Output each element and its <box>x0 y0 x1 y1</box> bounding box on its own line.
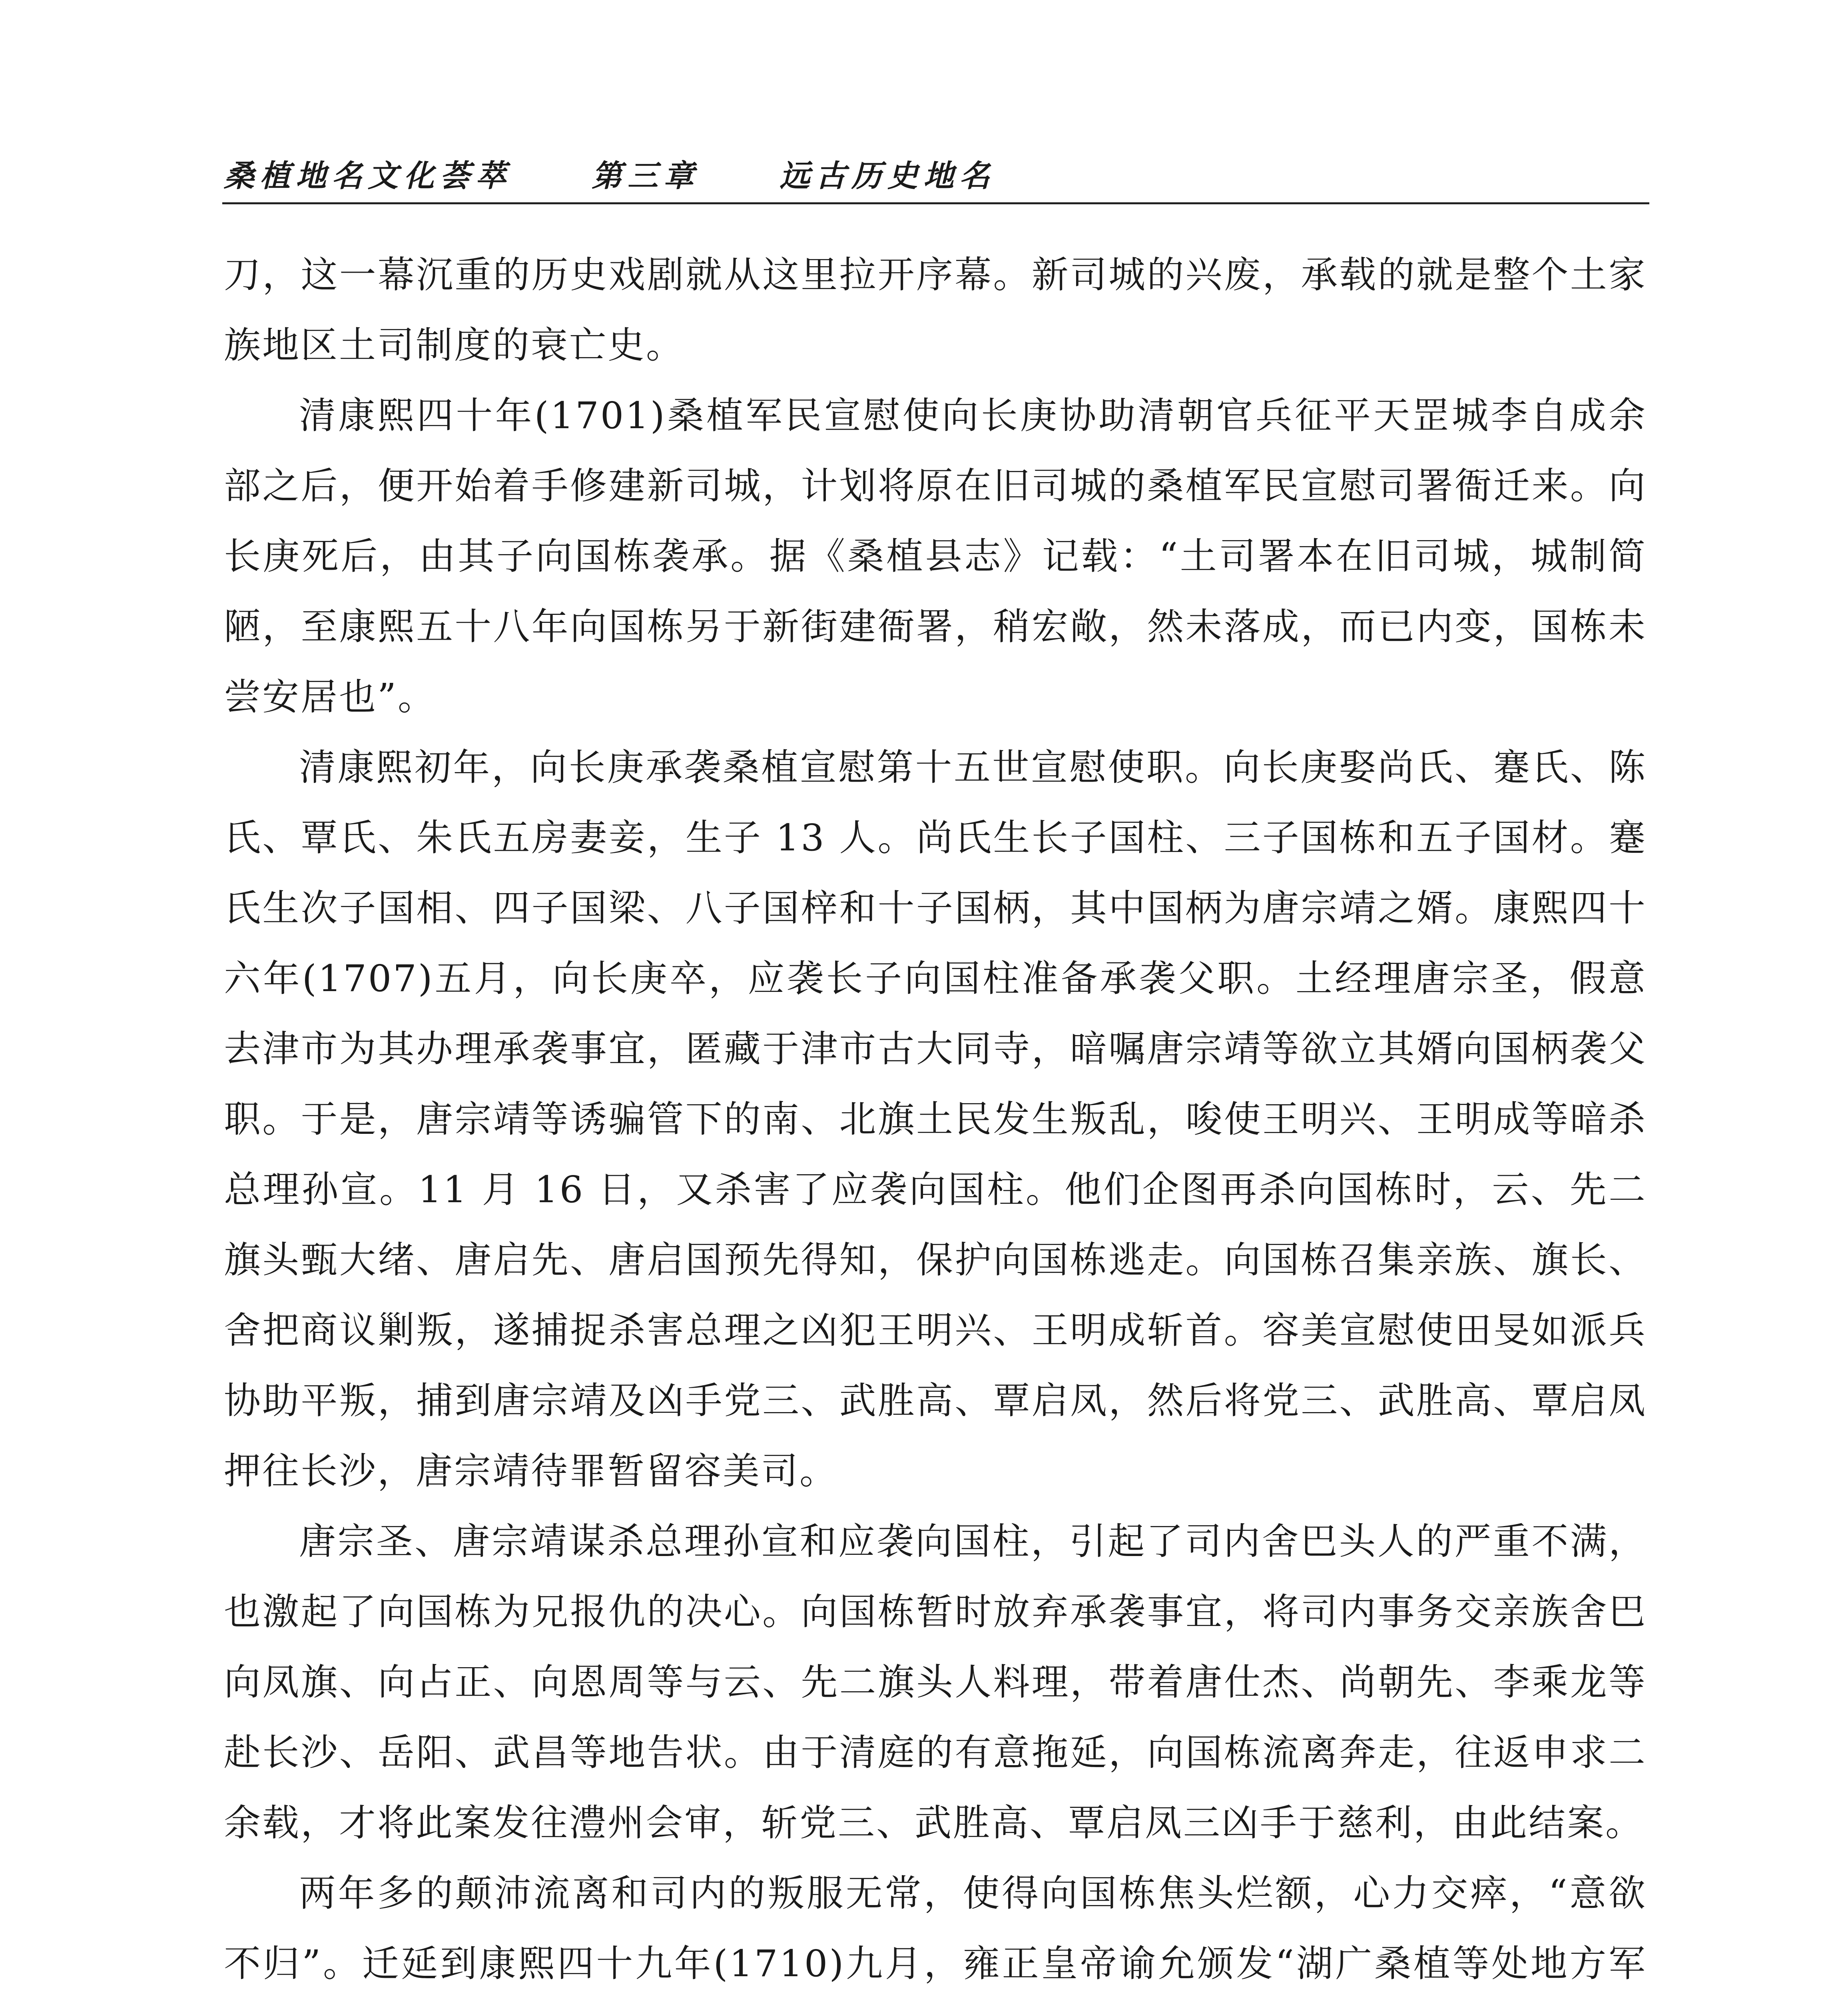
header-divider <box>222 202 1649 204</box>
header-book-title: 桑植地名文化荟萃 <box>224 158 512 194</box>
header-chapter: 第三章 <box>592 158 700 194</box>
paragraph: 刀，这一幕沉重的历史戏剧就从这里拉开序幕。新司城的兴废，承载的就是整个土家族地区土司制度的衰亡史。 <box>224 253 1647 367</box>
paragraph: 两年多的颠沛流离和司内的叛服无常，使得向国栋焦头烂额，心力交瘁，“意欲不归”。迁延到康熙四十九年(1710)九月，雍正皇帝谕允颁发“湖广桑植等处地方军 <box>224 1872 1647 1985</box>
running-header <box>224 151 1647 195</box>
paragraph: 清康熙初年，向长庚承袭桑植宣慰第十五世宣慰使职。向长庚娶尚氏、蹇氏、陈氏、覃氏、朱氏五房妻妾，生子 13 人。尚氏生长子国柱、三子国栋和五子国材。蹇氏生次子国相、四子国梁、八子国梓和十子国柄，其中国柄为唐宗靖之婿。康熙四十六年(1707)五月，向长庚卒，应袭长子向国柱准备承袭父职。土经理唐宗圣，假意去津市为其办理承袭事宜，匿藏于津市古大同寺，暗嘱唐宗靖等欲立其婿向国柄袭父职。于是，唐宗靖等诱骗管下的南、北旗土民发生叛乱，唆使王明兴、王明成等暗杀总理孙宣。11 月 16 日，又杀害了应袭向国柱。他们企图再杀向国栋时，云、先二旗头甄大绪、唐启先、唐启国预先得知，保护向国栋逃走。向国栋召集亲族、旗长、舍把商议剿叛，遂捕捉杀害总理之凶犯王明兴、王明成斩首。容美宣慰使田旻如派兵协助平叛，捕到唐宗靖及凶手党三、武胜高、覃启凤，然后将党三、武胜高、覃启凤押往长沙，唐宗靖待罪暂留容美司。 <box>224 746 1647 1492</box>
main-text <box>224 240 1647 1999</box>
paragraph: 唐宗圣、唐宗靖谋杀总理孙宣和应袭向国柱，引起了司内舍巴头人的严重不满，也激起了向国栋为兄报仇的决心。向国栋暂时放弃承袭事宜，将司内事务交亲族舍巴向凤旗、向占正、向恩周等与云、先二旗头人料理，带着唐仕杰、尚朝先、李乘龙等赴长沙、岳阳、武昌等地告状。由于清庭的有意拖延，向国栋流离奔走，往返申求二余载，才将此案发往澧州会审，斩党三、武胜高、覃启凤三凶手于慈利，由此结案。 <box>224 1520 1647 1844</box>
paragraph: 清康熙四十年(1701)桑植军民宣慰使向长庚协助清朝官兵征平天罡城李自成余部之后，便开始着手修建新司城，计划将原在旧司城的桑植军民宣慰司署衙迁来。向长庚死后，由其子向国栋袭承。据《桑植县志》记载：“土司署本在旧司城，城制简陋，至康熙五十八年向国栋另于新街建衙署，稍宏敞，然未落成，而已内变，国栋未尝安居也”。 <box>224 394 1647 718</box>
header-section-title: 远古历史地名 <box>779 158 995 194</box>
